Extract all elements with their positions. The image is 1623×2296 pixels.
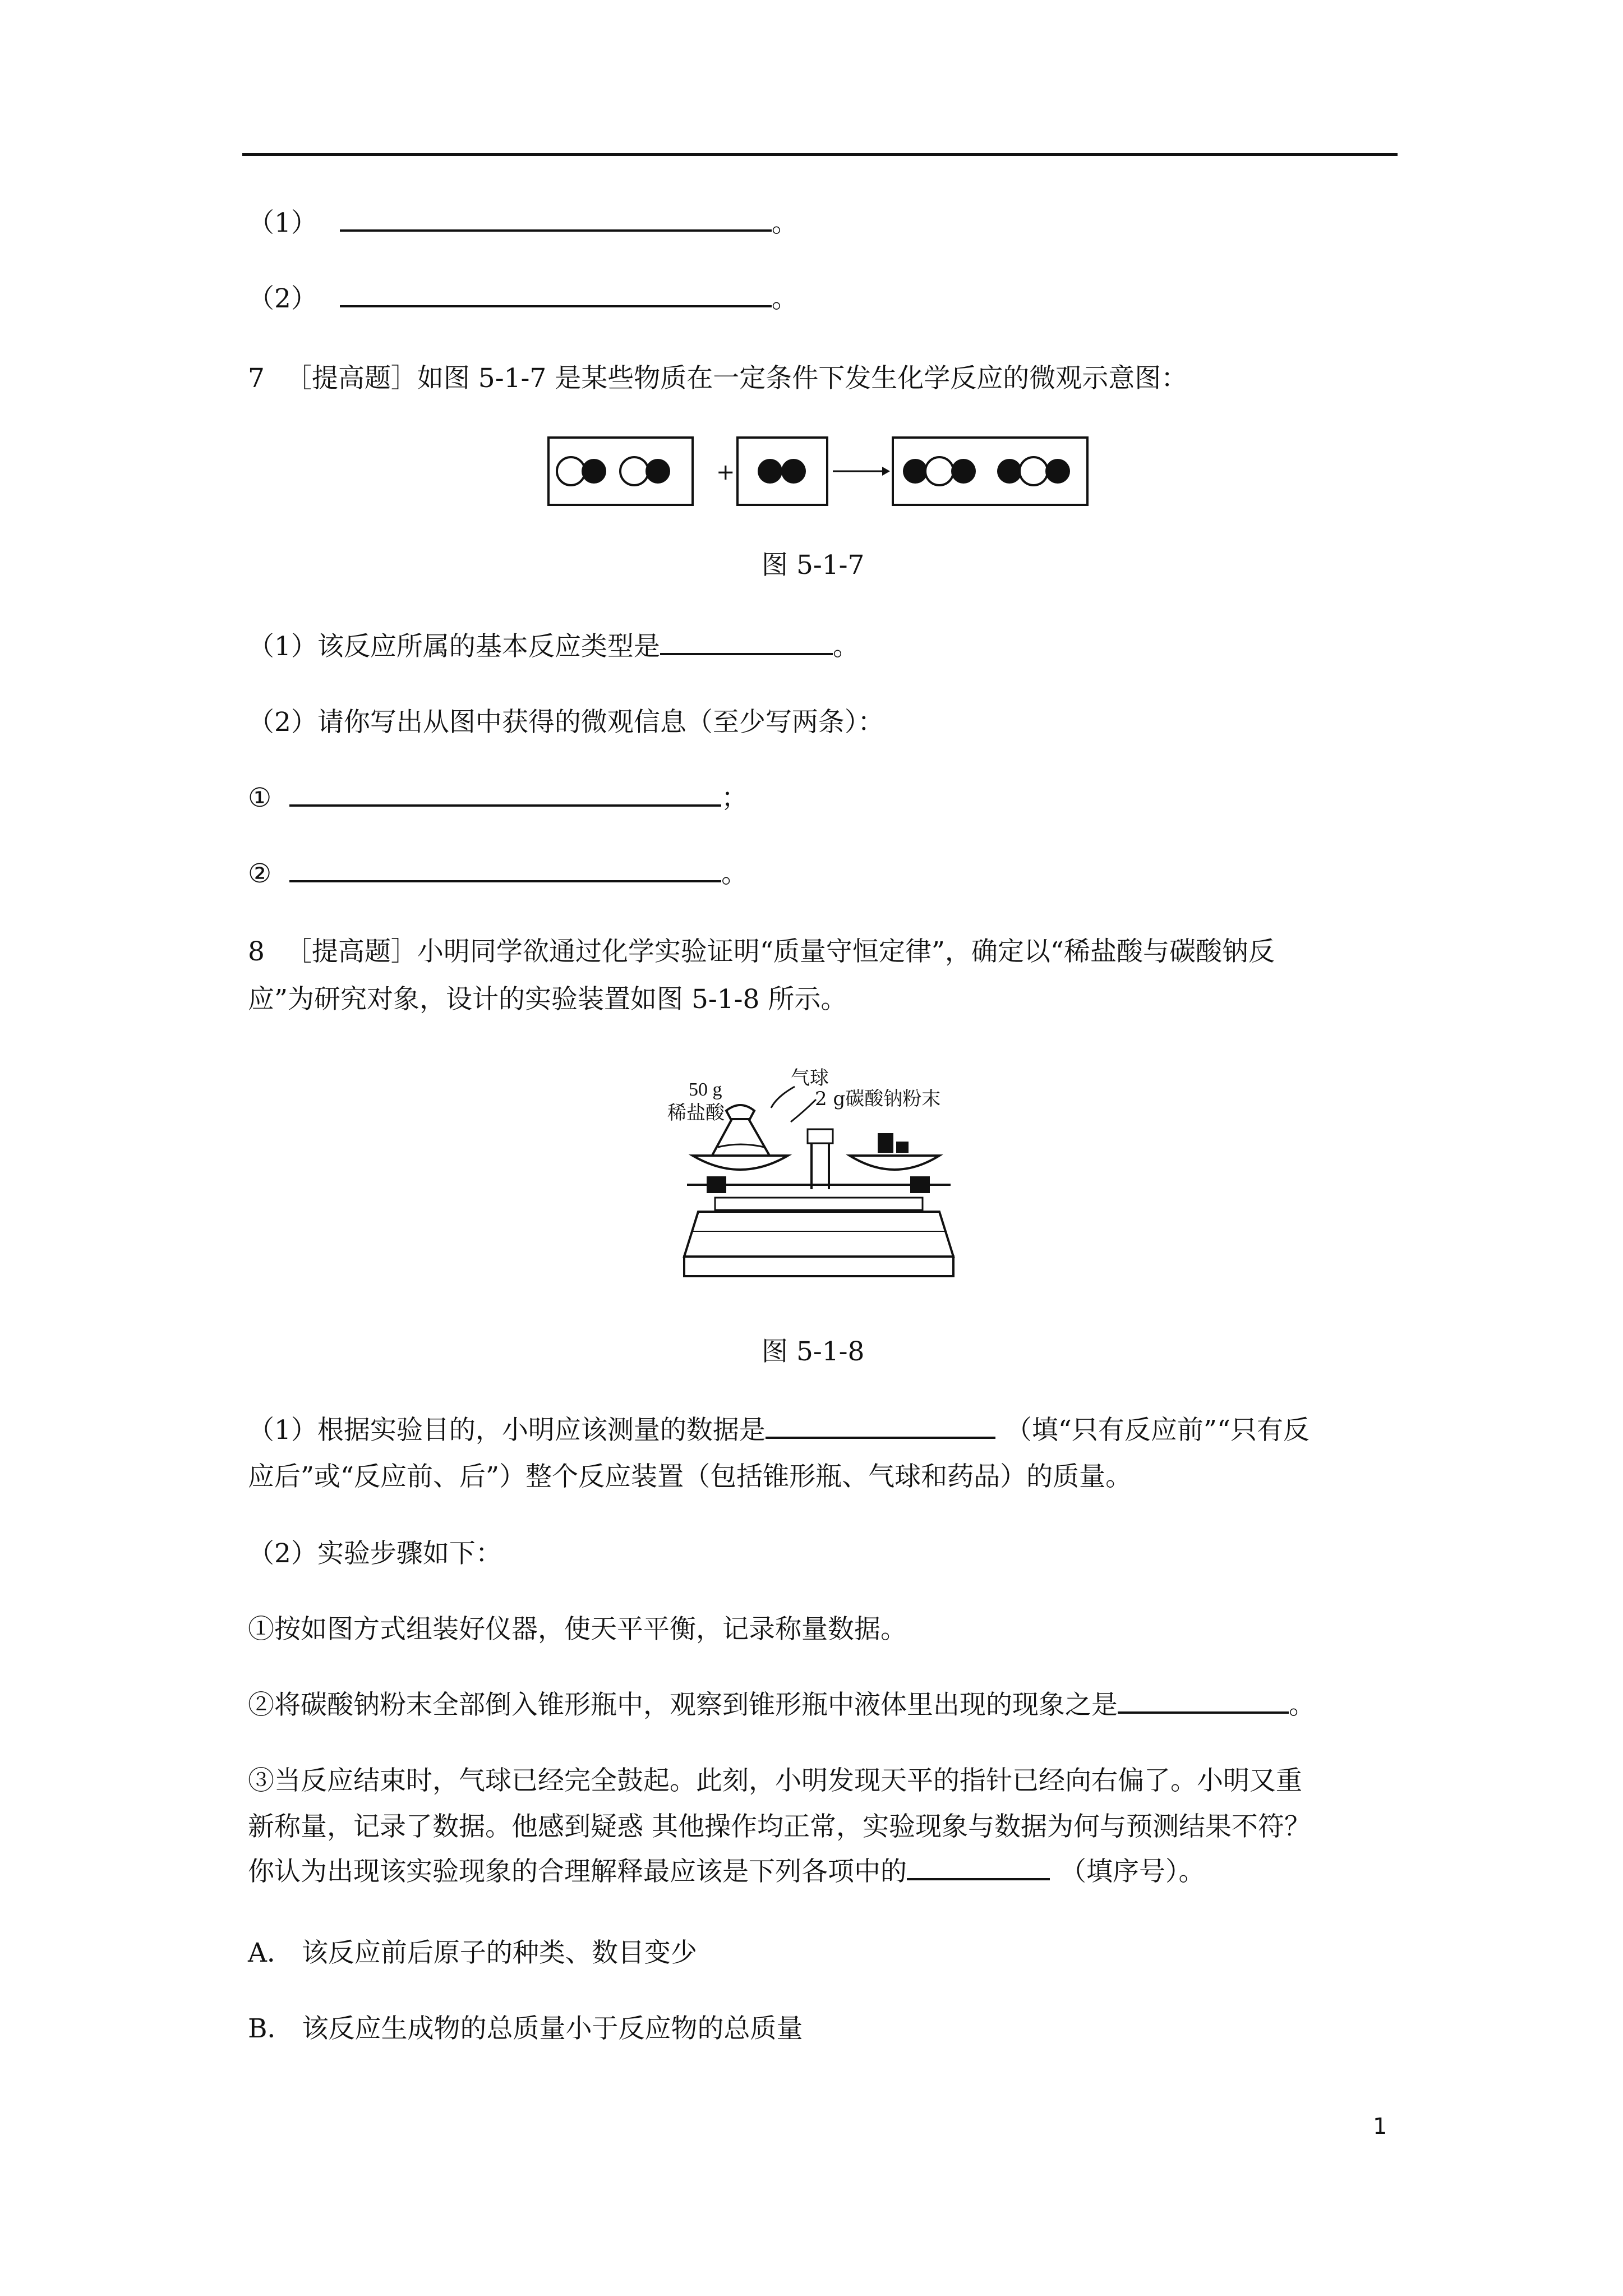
q8-sub1-line-2: 应后”或“反应前、后”）整个反应装置（包括锥形瓶、气球和药品）的质量。 bbox=[248, 1461, 1132, 1492]
answer-blank[interactable] bbox=[907, 1856, 1050, 1880]
question-8-line-2: 应”为研究对象，设计的实验装置如图 5-1-8 所示。 bbox=[248, 984, 847, 1015]
option-a: A． 该反应前后原子的种类、数目变少 bbox=[248, 1938, 697, 1968]
leader-line-powder bbox=[791, 1099, 816, 1122]
question-8-number: 8 bbox=[248, 936, 265, 967]
answer-blank[interactable] bbox=[660, 631, 833, 655]
q8-step3-line-2: 新称量，记录了数据。他感到疑惑 其他操作均正常，实验现象与数据为何与预测结果不符？ bbox=[248, 1811, 1311, 1842]
q8-sub1-line-1 bbox=[248, 1414, 1310, 1447]
q7-item1 bbox=[248, 781, 748, 815]
q7-item2 bbox=[248, 857, 748, 891]
fill-line-1-label: （1） bbox=[248, 208, 317, 238]
header-rule bbox=[242, 153, 1398, 156]
right-pan bbox=[850, 1156, 939, 1170]
label-mass-acid: 50 g bbox=[689, 1079, 722, 1100]
answer-blank[interactable] bbox=[766, 1414, 995, 1439]
q7-item1-label: ① bbox=[248, 783, 272, 813]
q7-sub1-end: 。 bbox=[832, 631, 859, 662]
figure-caption-5-1-8: 图 5-1-8 bbox=[762, 1336, 865, 1367]
q8-step2-end: 。 bbox=[1289, 1690, 1315, 1720]
q8-step3-end: （填序号）。 bbox=[1060, 1856, 1205, 1887]
q7-item2-label: ② bbox=[248, 858, 272, 889]
leader-line-balloon bbox=[771, 1087, 795, 1108]
reaction-diagram bbox=[547, 435, 1091, 508]
q8-step3-text: 你认为出现该实验现象的合理解释最应该是下列各项中的 bbox=[248, 1856, 907, 1887]
left-pan bbox=[693, 1156, 788, 1170]
q7-item2-end: 。 bbox=[721, 858, 748, 889]
scale-pointer bbox=[808, 1129, 833, 1189]
rider-scale bbox=[715, 1198, 923, 1210]
molecule-black-white-black bbox=[997, 457, 1070, 485]
question-7-text: ［提高题］如图 5-1-7 是某些物质在一定条件下发生化学反应的微观示意图： bbox=[285, 363, 1188, 394]
q8-step3-line-1: ③当反应结束时，气球已经完全鼓起。此刻，小明发现天平的指针已经向右偏了。小明又重 bbox=[248, 1765, 1302, 1796]
answer-blank[interactable] bbox=[289, 858, 721, 882]
balance-apparatus-figure bbox=[665, 1063, 973, 1304]
question-8-text: ［提高题］小明同学欲通过化学实验证明“质量守恒定律”，确定以“稀盐酸与碳酸钠反 bbox=[285, 936, 1275, 967]
question-8-line-1 bbox=[248, 935, 1275, 969]
fill-line-2-end: 。 bbox=[771, 283, 798, 314]
label-powder: 2 g碳酸钠粉末 bbox=[815, 1088, 941, 1110]
molecule-white-black bbox=[620, 457, 670, 485]
fill-line-1-end: 。 bbox=[771, 208, 798, 238]
fill-line-1 bbox=[248, 206, 798, 240]
q7-sub1-text: （1）该反应所属的基本反应类型是 bbox=[248, 631, 660, 662]
q7-sub2: （2）请你写出从图中获得的微观信息（至少写两条）： bbox=[248, 707, 884, 738]
fill-line-2 bbox=[248, 282, 798, 316]
q8-sub1-text: （1）根据实验目的，小明应该测量的数据是 bbox=[248, 1415, 766, 1446]
base-plinth bbox=[684, 1257, 953, 1276]
fill-line-2-label: （2） bbox=[248, 283, 317, 314]
q8-step3-line-3 bbox=[248, 1855, 1205, 1889]
answer-blank[interactable] bbox=[289, 782, 721, 807]
label-acid: 稀盐酸 bbox=[667, 1102, 725, 1124]
figure-caption-5-1-7: 图 5-1-7 bbox=[762, 550, 865, 581]
q8-sub2: （2）实验步骤如下： bbox=[248, 1538, 502, 1569]
label-balloon: 气球 bbox=[791, 1067, 829, 1089]
q8-sub1-hint: （填“只有反应前”“只有反 bbox=[1005, 1415, 1310, 1446]
option-b: B． 该反应生成物的总质量小于反应物的总质量 bbox=[248, 2013, 803, 2044]
molecule-black-black bbox=[758, 459, 806, 484]
plus-sign: + bbox=[716, 459, 735, 485]
answer-blank[interactable] bbox=[340, 283, 772, 307]
question-7 bbox=[248, 362, 1187, 395]
arrow-head bbox=[882, 467, 890, 476]
molecule-white-black bbox=[557, 457, 606, 485]
page-number: 1 bbox=[1373, 2114, 1387, 2139]
answer-blank[interactable] bbox=[1118, 1689, 1289, 1714]
q8-step1: ①按如图方式组装好仪器，使天平平衡，记录称量数据。 bbox=[248, 1614, 907, 1645]
balance-base bbox=[684, 1212, 953, 1257]
question-7-number: 7 bbox=[248, 363, 265, 394]
molecule-black-white-black bbox=[903, 457, 976, 485]
q8-step2 bbox=[248, 1688, 1315, 1722]
weights bbox=[878, 1133, 909, 1153]
q7-sub1 bbox=[248, 630, 859, 664]
q7-item1-end: ； bbox=[721, 783, 748, 813]
q8-step2-text: ②将碳酸钠粉末全部倒入锥形瓶中，观察到锥形瓶中液体里出现的现象之是 bbox=[248, 1690, 1118, 1720]
answer-blank[interactable] bbox=[340, 207, 772, 232]
